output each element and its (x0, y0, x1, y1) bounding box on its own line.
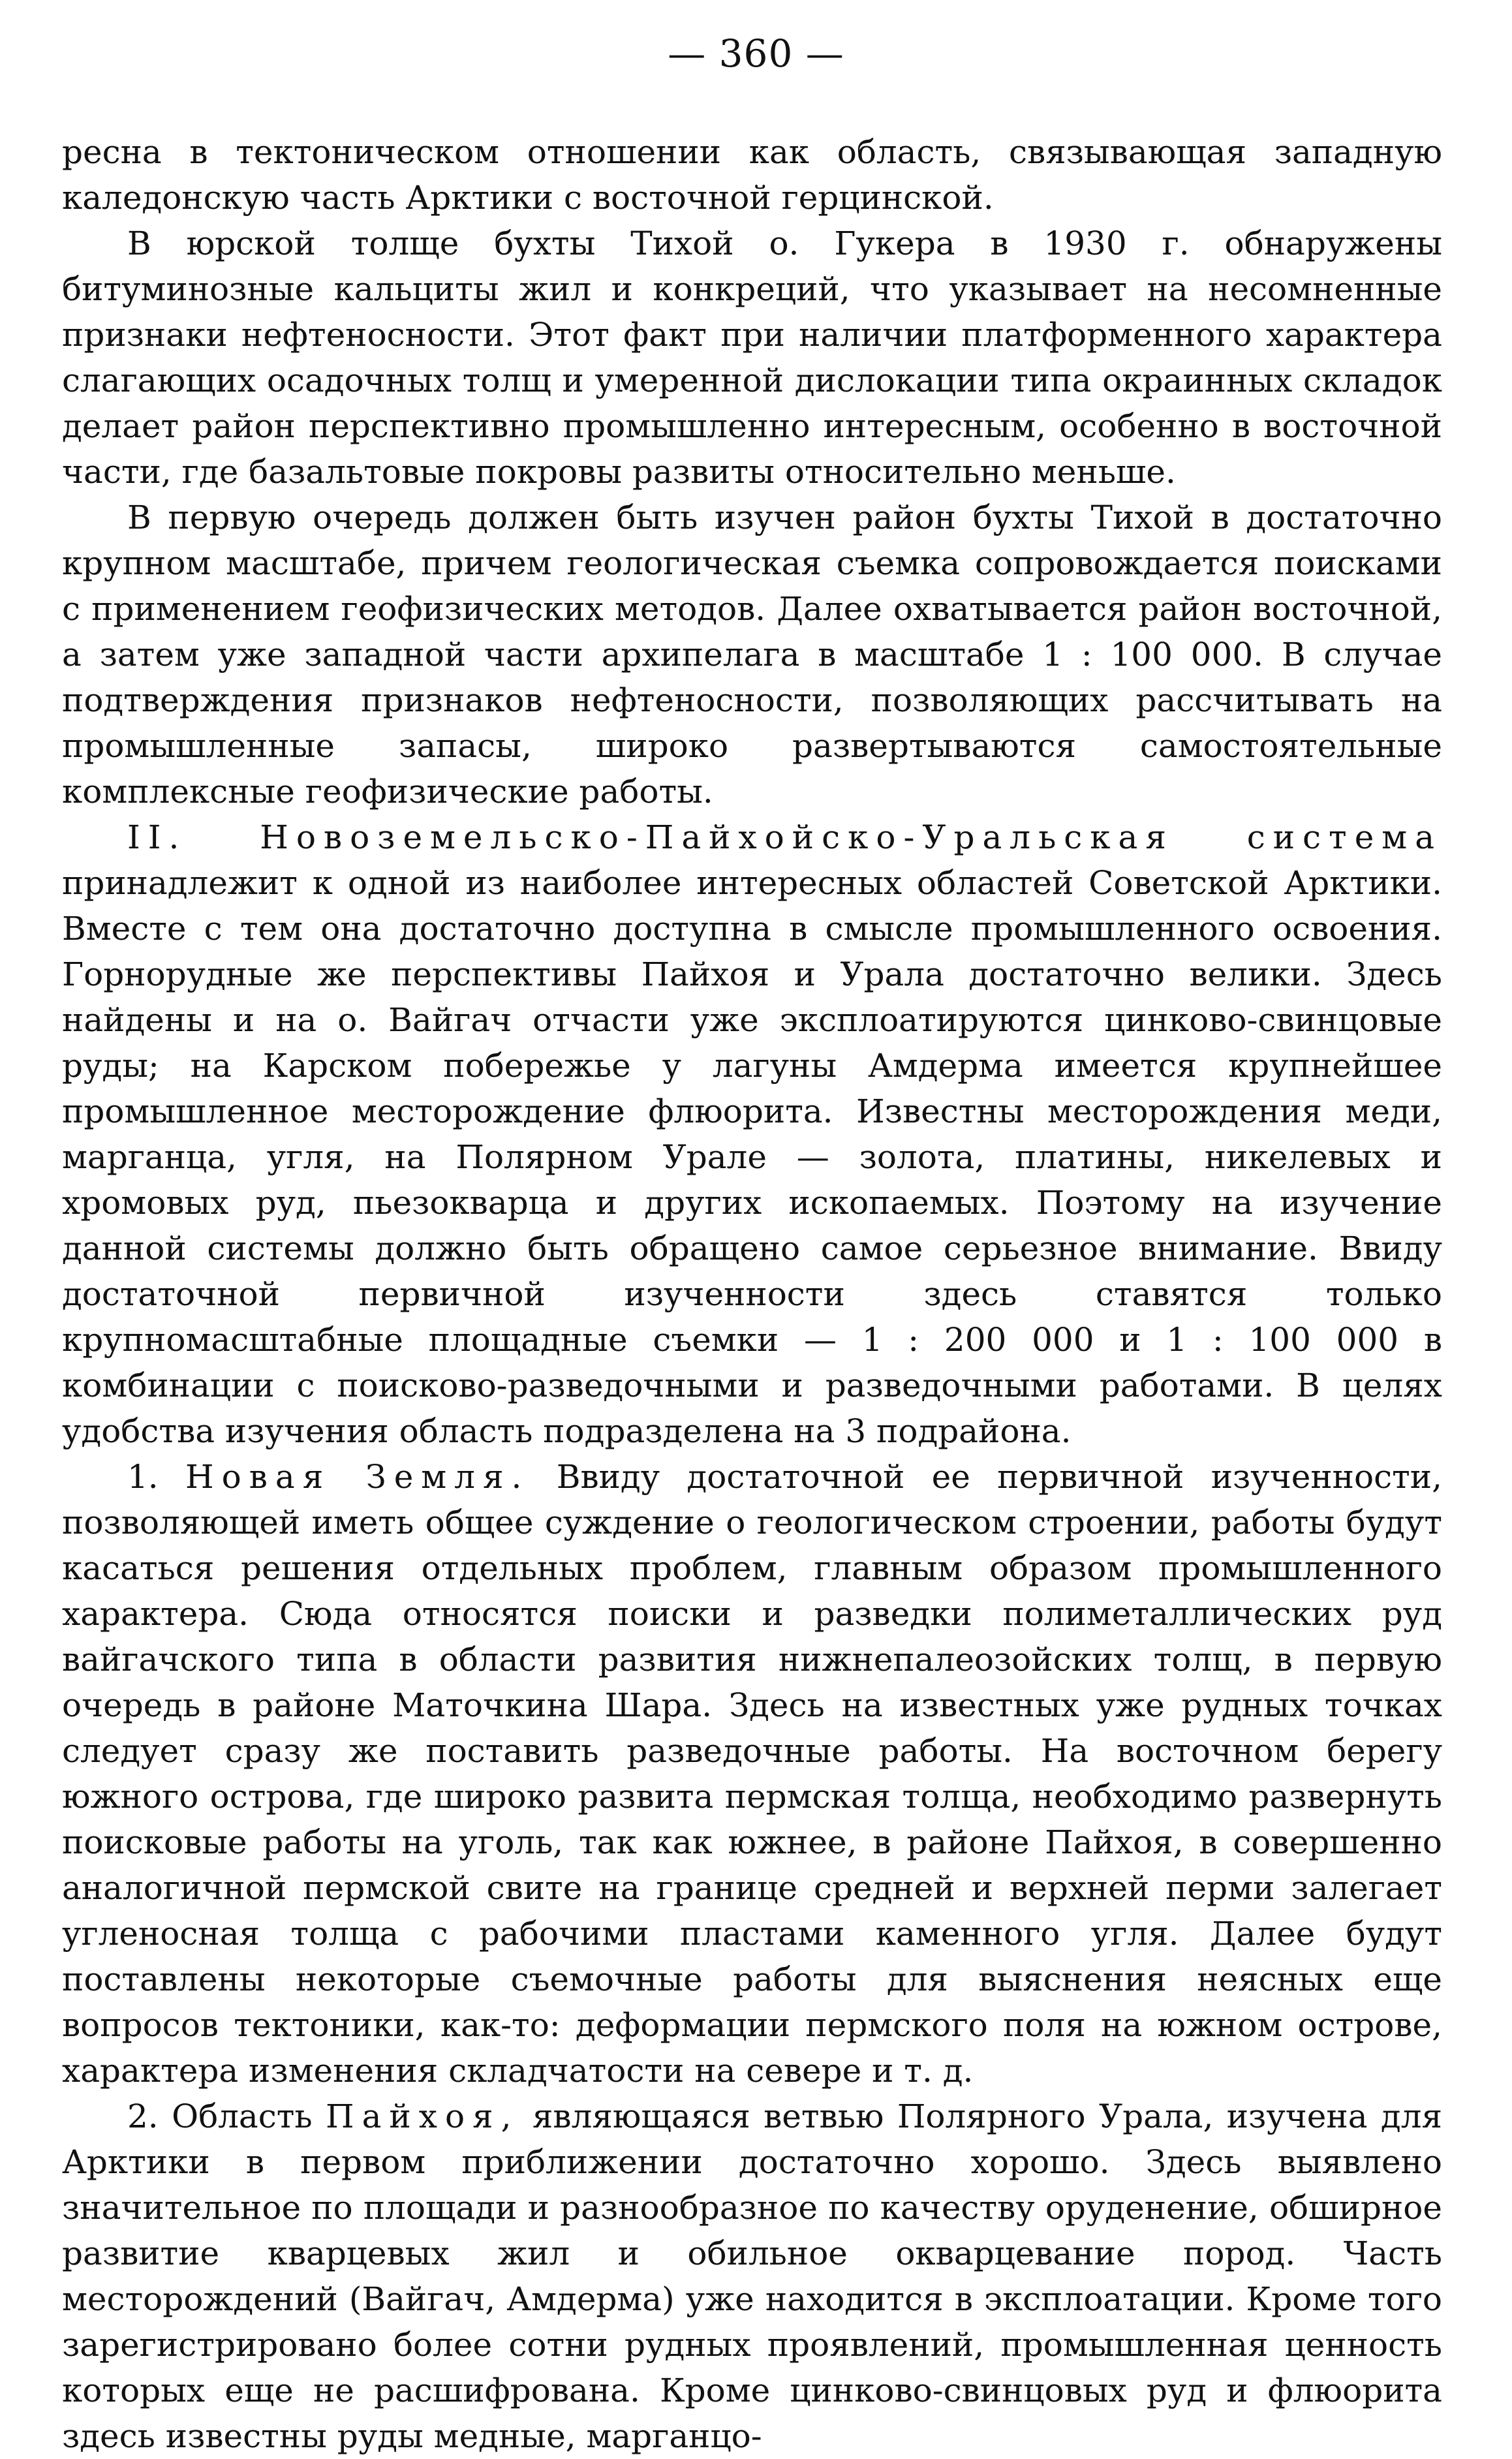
section-heading: II. Новоземельско-Пайхойско-Уральская система (127, 818, 1442, 856)
paragraph-section-ii (62, 814, 1442, 1454)
paragraph-continuation (62, 129, 1442, 221)
paragraph-novaya-zemlya (62, 1454, 1442, 2094)
paragraph-survey-plan (62, 495, 1442, 814)
subsection-heading: Новая Земля. (185, 1458, 530, 1496)
body-text (62, 129, 1442, 2455)
subsection-heading: Пайхоя, (326, 2097, 519, 2135)
paragraph-paikhoi (62, 2094, 1442, 2459)
paragraph-text: принадлежит к одной из наиболее интересных областей Советской Арктики. Вместе с тем она достаточно доступна в смысле промышленного освоения. Горнорудные же перспективы Пайхоя и Урала достаточно велики. Здесь найдены и на о. Вайгач отчасти уже эксплоатируются цинково-свинцовые руды; на Карском побережье у лагуны Амдерма имеется крупнейшее промышленное месторождение флюорита. Известны месторождения меди, марганца, угля, на Полярном Урале — золота, платины, никелевых и хромовых руд, пьезокварца и других ископаемых. Поэтому на изучение данной системы должно быть обращено самое серьезное внимание. Ввиду достаточной первичной изученности здесь ставятся только крупномасштабные площадные съемки — 1 : 200 000 и 1 : 100 000 в комбинации с поисково-разведочными и разведочными работами. В целях удобства изучения область подразделена на 3 подрайона. (62, 864, 1442, 1450)
paragraph-text: Ввиду достаточной ее первичной изученности, позволяющей иметь общее суждение о геологическом строении, работы будут касаться решения отдельных проблем, главным образом промышленного характера. Сюда относятся поиски и разведки полиметаллических руд вайгачского типа в области развития нижнепалеозойских толщ, в первую очередь в районе Маточкина Шара. Здесь на известных уже рудных точках следует сразу же поставить разведочные работы. На восточном берегу южного острова, где широко развита пермская толща, необходимо развернуть поисковые работы на уголь, так как южнее, в районе Пайхоя, в совершенно аналогичной пермской свите на границе средней и верхней перми залегает угленосная толща с рабочими пластами каменного угля. Далее будут поставлены некоторые съемочные работы для выяснения неясных еще вопросов тектоники, как-то: деформации пермского поля на южном острове, характера изменения складчатости на севере и т. д. (62, 1458, 1442, 2090)
item-number: 1. (127, 1458, 159, 1496)
paragraph-text: являющаяся ветвью Полярного Урала, изучена для Арктики в первом приближении достаточно хорошо. Здесь выявлено значительное по площади и разнообразное по качеству оруденение, обширное развитие кварцевых жил и обильное окварцевание пород. Часть месторождений (Вайгач, Амдерма) уже находится в эксплоатации. Кроме того зарегистрировано более сотни рудных проявлений, промышленная ценность которых еще не расшифрована. Кроме цинково-свинцовых руд и флюорита здесь известны руды медные, марганцо- (62, 2097, 1442, 2455)
item-number: 2. Область (127, 2097, 313, 2135)
paragraph-text: В юрской толще бухты Тихой о. Гукера в 1930 г. обнаружены битуминозные кальциты жил и конкреций, что указывает на несомненные признаки нефтеносности. Этот факт при наличии платформенного характера слагающих осадочных толщ и умеренной дислокации типа окраинных складок делает район перспективно промышленно интересным, особенно в восточной части, где базальтовые покровы развиты относительно меньше. (62, 224, 1442, 491)
paragraph-text: ресна в тектоническом отношении как область, связывающая западную каледонскую часть Арктики с восточной герцинской. (62, 133, 1442, 217)
paragraph-text: В первую очередь должен быть изучен район бухты Тихой в достаточно крупном масштабе, причем геологическая съемка сопровождается поисками с применением геофизических методов. Далее охватывается район восточной, а затем уже западной части архипелага в масштабе 1 : 100 000. В случае подтверждения признаков нефтеносности, позволяющих рассчитывать на промышленные запасы, широко развертываются самостоятельные комплексные геофизические работы. (62, 499, 1442, 811)
page-number: — 360 — (668, 31, 844, 76)
paragraph-tikhaya-bay-bitumen (62, 221, 1442, 495)
